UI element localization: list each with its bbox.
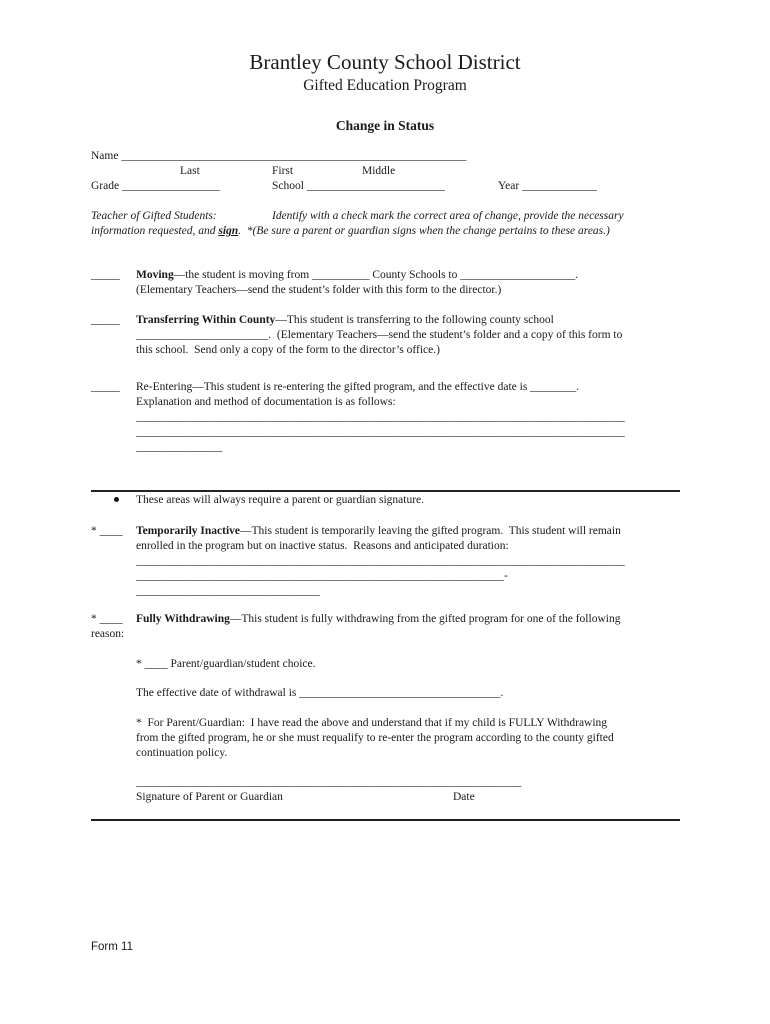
teacher-label: Teacher of Gifted Students: [91,210,217,222]
withdraw-choice-checkbox[interactable]: * ____ Parent/guardian/student choice. [136,658,316,670]
bottom-divider [91,819,680,821]
reentering-checkbox[interactable]: _____ [91,381,120,393]
inactive-reason-line[interactable]: _____________________________________________________________________________________ [136,555,625,567]
sign-emphasis: sign [218,225,239,237]
moving-checkbox[interactable]: _____ [91,269,120,281]
inactive-text: —This student is temporarily leaving the gifted program. This student will remain [240,525,621,537]
program-subtitle: Gifted Education Program [303,77,467,94]
inactive-reason-line[interactable]: ________________________________________________________________- [136,570,508,582]
moving-line-2: (Elementary Teachers—send the student’s folder with this form to the director.) [136,284,502,296]
transferring-line-3: this school. Send only a copy of the form to the director’s office.) [136,344,440,356]
transferring-line-1 [136,313,554,328]
name-middle-label: Middle [362,165,396,177]
name-field[interactable]: Name ____________________________________________________________ [91,150,467,162]
instructions-line-2 [91,224,610,239]
signature-label: Signature of Parent or Guardian [136,791,283,803]
acknowledgement-line-1: * For Parent/Guardian: I have read the above and understand that if my child is FULLY Withdrawing [136,717,608,729]
transferring-line-2[interactable]: _______________________. (Elementary Teachers—send the student’s folder and a copy of this form to [136,329,623,341]
reentering-explanation-line[interactable]: _______________ [136,441,223,453]
inactive-checkbox[interactable]: * ____ [91,525,123,537]
transferring-label: Transferring Within County [136,314,276,326]
inactive-reason-line[interactable]: ________________________________ [136,585,320,597]
withdrawing-line-1 [136,612,620,627]
instructions-pre: information requested, and [91,225,219,237]
withdrawing-line-2: reason: [91,628,125,640]
name-first-label: First [272,165,294,177]
moving-line-1 [136,268,578,283]
moving-label: Moving [136,269,174,281]
withdrawing-text: —This student is fully withdrawing from the gifted program for one of the following [229,613,621,625]
section-divider [91,490,680,492]
withdrawing-label: Fully Withdrawing [136,613,230,625]
form-title: Change in Status [335,118,435,133]
instructions-line-1: Identify with a check mark the correct area of change, provide the necessary [272,210,624,222]
signature-note: These areas will always require a parent or guardian signature. [136,494,425,506]
inactive-line-1 [136,524,621,539]
date-label: Date [453,791,475,803]
name-last-label: Last [180,165,200,177]
year-field[interactable]: Year _____________ [498,180,597,192]
moving-text: —the student is moving from __________ County Schools to ____________________. [173,269,579,281]
district-title: Brantley County School District [249,50,521,74]
signature-line[interactable]: ___________________________________________________________________ [136,776,522,788]
inactive-line-2: enrolled in the program but on inactive status. Reasons and anticipated duration: [136,540,509,552]
acknowledgement-line-2: from the gifted program, he or she must requalify to re-enter the program according to the county gifted [136,732,614,744]
instructions-post: . *(Be sure a parent or guardian signs when the change pertains to these areas.) [238,225,610,237]
school-field[interactable]: School ________________________ [272,180,445,192]
form-number: Form 11 [91,941,133,953]
withdrawing-checkbox[interactable]: * ____ [91,613,123,625]
reentering-line-2: Explanation and method of documentation is as follows: [136,396,396,408]
inactive-label: Temporarily Inactive [136,525,241,537]
reentering-line-1: Re-Entering—This student is re-entering the gifted program, and the effective date is ________. [136,381,580,393]
transferring-checkbox[interactable]: _____ [91,314,120,326]
reentering-explanation-line[interactable]: _____________________________________________________________________________________ [136,411,625,423]
bullet-icon [114,497,119,502]
grade-field[interactable]: Grade _________________ [91,180,220,192]
acknowledgement-line-3: continuation policy. [136,747,228,759]
transferring-text: —This student is transferring to the following county school [275,314,554,326]
reentering-explanation-line[interactable]: _____________________________________________________________________________________ [136,426,625,438]
withdraw-effective-date[interactable]: The effective date of withdrawal is ___________________________________. [136,687,504,699]
